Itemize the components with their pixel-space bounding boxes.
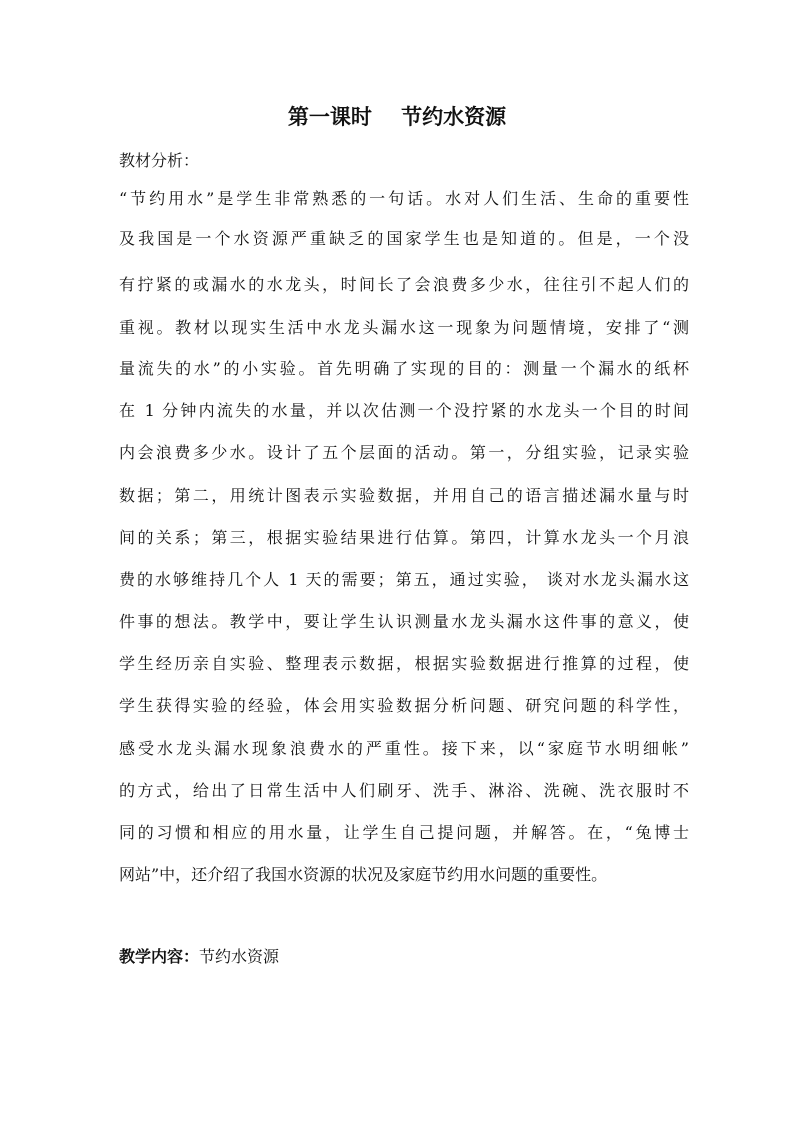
paragraph-line: “节约用水”是学生非常熟悉的一句话。水对人们生活、生命的重要性 [119,189,689,208]
paragraph-line: 内会浪费多少水。设计了五个层面的活动。第一，分组实验，记录实验 [119,443,689,462]
paragraph-line: 网站”中，还介绍了我国水资源的状况及家庭节约用水问题的重要性。 [119,865,608,884]
lesson-title: 第一课时 节约水资源 [287,104,507,129]
paragraph-line: 件事的想法。教学中，要让学生认识测量水龙头漏水这件事的意义，使 [119,612,689,631]
teaching-content-value: 节约水资源 [199,947,280,966]
paragraph-line: 费的水够维持几个人 1 天的需要；第五，通过实验， 谈对水龙头漏水这 [119,570,689,589]
paragraph-line: 数据；第二，用统计图表示实验数据，并用自己的语言描述漏水量与时 [119,486,689,505]
paragraph-line: 量流失的水”的小实验。首先明确了实现的目的：测量一个漏水的纸杯 [119,359,689,378]
teaching-content-label: 教学内容： [119,947,200,966]
paragraph-line: 间的关系；第三，根据实验结果进行估算。第四，计算水龙头一个月浪 [119,528,689,547]
paragraph-line: 的方式，给出了日常生活中人们刷牙、洗手、淋浴、洗碗、洗衣服时不 [119,781,689,800]
paragraph-line: 在 1 分钟内流失的水量，并以次估测一个没拧紧的水龙头一个目的时间 [119,401,689,420]
section-label-textbook-analysis: 教材分析： [119,151,200,170]
paragraph-line: 重视。教材以现实生活中水龙头漏水这一现象为问题情境，安排了“测 [119,318,689,337]
paragraph-line: 及我国是一个水资源严重缺乏的国家学生也是知道的。但是，一个没 [119,229,689,248]
paragraph-line: 学生获得实验的经验，体会用实验数据分析问题、研究问题的科学性， [119,696,689,715]
paragraph-line: 有拧紧的或漏水的水龙头，时间长了会浪费多少水，往往引不起人们的 [119,275,689,294]
paragraph-line: 同的习惯和相应的用水量，让学生自己提问题，并解答。在，“兔博士 [119,823,689,842]
paragraph-line: 学生经历亲自实验、整理表示数据，根据实验数据进行推算的过程，使 [119,654,689,673]
teaching-content-row [119,945,279,969]
paragraph-line: 感受水龙头漏水现象浪费水的严重性。接下来，以“家庭节水明细帐” [119,739,689,758]
